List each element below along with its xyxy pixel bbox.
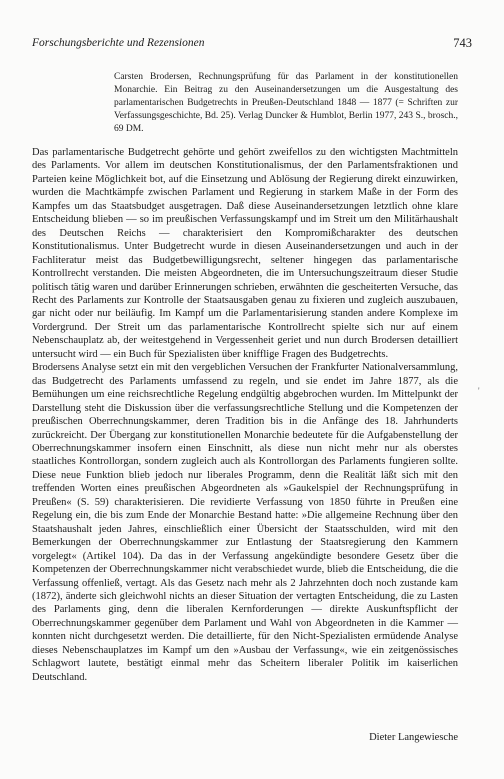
running-head (32, 36, 472, 50)
review-paragraph-2: Brodersens Analyse setzt ein mit den vergeblichen Versuchen der Frankfurter Nationalversammlung, das Budgetrecht des Parlaments umfassend zu regeln, und sie endet im Jahre 1877, als die Bemühungen um eine reichsrechtliche Regelung endgültig abgebrochen wurden. Im Mittelpunkt der Darstellung steht die Diskussion über die verfassungsrechtliche Stellung und die Kompetenzen der preußischen Oberrechnungskammer, deren Tradition bis in die Anfänge des 18. Jahrhunderts zurückreicht. Der Übergang zur konstitutionellen Monarchie bedeutete für die Aufgabenstellung der Oberrechnungskammer insofern einen Einschnitt, als diese nun nicht mehr nur als oberstes staatliches Kontrollorgan, sondern zugleich auch als Kontrollorgan des Parlaments fungieren sollte. Diese neue Funktion blieb jedoch nur liberales Programm, denn die Realität läßt sich mit den treffenden Worten eines preußischen Abgeordneten als »Gaukelspiel der Rechnungsprüfung in Preußen« (S. 59) charakterisieren. Die revidierte Verfassung von 1850 führte in Preußen eine Regelung ein, die bis zum Ende der Monarchie Bestand hatte: »Die allgemeine Rechnung über den Staatshaushalt jeden Jahres, einschließlich einer Übersicht der Staatsschulden, wird mit den Bemerkungen der Oberrechnungskammer zur Entlastung der Staatsregierung den Kammern vorgelegt« (Artikel 104). Da das in der Verfassung angekündigte besondere Gesetz über die Kompetenzen der Oberrechnungskammer nicht verabschiedet wurde, blieb die Entscheidung, die die Verfassung offenließ, vertagt. Als das Gesetz nach mehr als 2 Jahrzehnten doch noch zustande kam (1872), änderte sich gleichwohl nichts an dieser Situation der vertagten Entscheidung, die zu Lasten des Parlaments ging, denn die liberalen Kernforderungen — direkte Auskunftspflicht der Oberrechnungskammer gegenüber dem Parlament und Wahl von Abgeordneten in die Kammer — konnten nicht durchgesetzt werden. Die detaillierte, für den Nicht-Spezialisten ermüdende Analyse dieses Nebenschauplatzes im Kampf um den »Ausbau der Verfassung«, wie ein zeitgenössisches Schlagwort lautete, bestätigt einmal mehr das Scheitern liberaler Politik im kaiserlichen Deutschland. (32, 362, 458, 683)
page-number: 743 (453, 36, 472, 50)
review-body (32, 146, 458, 684)
review-paragraph-1: Das parlamentarische Budgetrecht gehörte und gehört zweifellos zu den wichtigsten Machtmitteln des Parlaments. Vor allem im deutschen Konstitutionalismus, der den Parlamentsfraktionen und Parteien keine Möglichkeit bot, auf die Einsetzung und Ablösung der Regierung direkt einzuwirken, wurden die Machtkämpfe zwischen Parlament und Regierung in starkem Maße in der Form des Kampfes um das Staatsbudget ausgetragen. Daß diese Auseinandersetzungen letztlich ohne klare Entscheidung blieben — so im preußischen Verfassungskampf und im Streit um den Militärhaushalt des Deutschen Reichs — charakterisiert den Kompromißcharakter des deutschen Konstitutionalismus. Unter Budgetrecht wurde in diesen Auseinandersetzungen und auch in der Fachliteratur meist das Budgetbewilligungsrecht, seltener hingegen das parlamentarische Kontrollrecht verstanden. Die meisten Abgeordneten, die im Untersuchungszeitraum dieser Studie politisch tätig waren und darüber Erinnerungen schrieben, erwähnten die gescheiterten Versuche, das Recht des Parlaments zur Kontrolle der Staatsausgaben genau zu fixieren und zugleich auszubauen, gar nicht oder nur beiläufig. Im Kampf um die Parlamentarisierung standen andere Komplexe im Vordergrund. Der Streit um das parlamentarische Kontrollrecht spielte sich nur auf einem Nebenschauplatz ab, der weitestgehend in Vergessenheit geriet und nun durch Brodersen detailliert untersucht wird — ein Buch für Spezialisten über knifflige Fragen des Budgetrechts. (32, 147, 458, 360)
running-title: Forschungsberichte und Rezensionen (32, 37, 205, 49)
margin-mark: ' (478, 386, 480, 396)
book-citation: Carsten Brodersen, Rechnungsprüfung für das Parlament in der konstitutionellen Monarchie. Ein Beitrag zu den Auseinandersetzungen um die Ausgestaltung des parlamentarischen Budgetrechts in Preußen-Deutschland 1848 — 1877 (= Schriften zur Verfassungsgeschichte, Bd. 25). Verlag Duncker & Humblot, Berlin 1977, 243 S., brosch., 69 DM. (114, 72, 458, 134)
reviewer-signature: Dieter Langewiesche (369, 732, 458, 743)
